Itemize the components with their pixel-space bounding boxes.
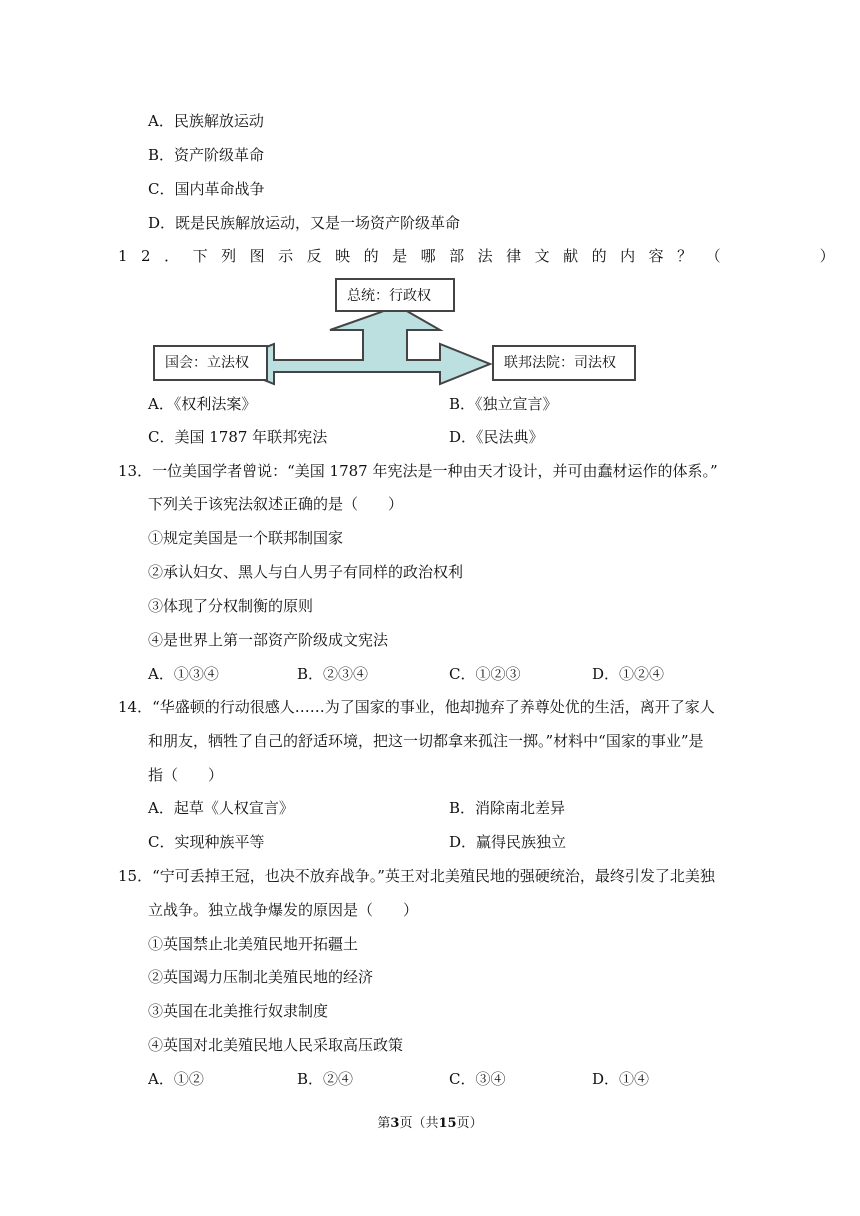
q13-statement-2: ②承认妇女、黑人与白人男子有同样的政治权利: [148, 563, 464, 581]
q13-stem-line1: 13．一位美国学者曾说：“美国 1787 年宪法是一种由天才设计，并可由蠢材运作的体系。”: [118, 462, 718, 480]
q13-statement-4: ④是世界上第一部资产阶级成文宪法: [148, 631, 389, 649]
page-footer: [0, 1112, 860, 1131]
footer-page-number: 3: [390, 1116, 400, 1131]
footer-prefix: 第: [377, 1116, 391, 1131]
q13-option-b: B．②③④: [297, 665, 369, 683]
q12-option-d: D．《民法典》: [449, 428, 544, 446]
q15-stem-line1: 15．“宁可丢掉王冠，也决不放弃战争。”英王对北美殖民地的强硬统治，最终引发了北美独: [118, 867, 715, 885]
separation-of-powers-diagram: [150, 278, 640, 388]
q11-option-c: C．国内革命战争: [148, 180, 265, 198]
q14-stem-line2: 和朋友，牺牲了自己的舒适环境，把这一切都拿来孤注一掷。”材料中“国家的事业”是: [148, 732, 704, 750]
q15-statement-3: ③英国在北美推行奴隶制度: [148, 1002, 329, 1020]
footer-suffix: 页）: [456, 1116, 483, 1131]
footer-middle: 页（共: [399, 1116, 439, 1131]
q15-statement-2: ②英国竭力压制北美殖民地的经济: [148, 968, 374, 986]
q15-option-a: A．①②: [148, 1070, 204, 1088]
congress-box: 国会：立法权: [153, 345, 268, 381]
q14-option-c: C．实现种族平等: [148, 833, 265, 851]
q12-option-c: C．美国 1787 年联邦宪法: [148, 428, 328, 446]
federal-court-box: 联邦法院：司法权: [492, 345, 636, 381]
q12-option-a: A．《权利法案》: [148, 395, 257, 413]
q14-stem-line1: 14．“华盛顿的行动很感人……为了国家的事业，他却抛弃了养尊处优的生活，离开了家人: [118, 698, 715, 716]
q15-option-b: B．②④: [297, 1070, 354, 1088]
q15-statement-1: ①英国禁止北美殖民地开拓疆土: [148, 935, 359, 953]
q11-option-d: D．既是民族解放运动，又是一场资产阶级革命: [148, 214, 461, 232]
q14-stem-line3: 指（ ）: [148, 766, 224, 784]
q14-option-b: B．消除南北差异: [449, 799, 566, 817]
q13-option-d: D．①②④: [592, 665, 665, 683]
q15-option-c: C．③④: [449, 1070, 506, 1088]
q12-option-b: B．《独立宣言》: [449, 395, 558, 413]
president-box: 总统：行政权: [335, 278, 455, 312]
q11-option-b: B．资产阶级革命: [148, 146, 265, 164]
q15-statement-4: ④英国对北美殖民地人民采取高压政策: [148, 1036, 404, 1054]
q15-stem-line2: 立战争。独立战争爆发的原因是（ ）: [148, 901, 419, 919]
footer-total-pages: 15: [438, 1116, 457, 1131]
q12-stem: 12．下列图示反映的是哪部法律文献的内容？（ ）: [118, 247, 849, 265]
q13-statement-1: ①规定美国是一个联邦制国家: [148, 529, 344, 547]
q14-option-d: D．赢得民族独立: [449, 833, 567, 851]
q14-option-a: A．起草《人权宣言》: [148, 799, 294, 817]
q13-option-c: C．①②③: [449, 665, 521, 683]
q13-option-a: A．①③④: [148, 665, 219, 683]
q13-statement-3: ③体现了分权制衡的原则: [148, 597, 314, 615]
q11-option-a: A．民族解放运动: [148, 112, 264, 130]
q15-option-d: D．①④: [592, 1070, 650, 1088]
q13-stem-line2: 下列关于该宪法叙述正确的是（ ）: [148, 495, 404, 513]
